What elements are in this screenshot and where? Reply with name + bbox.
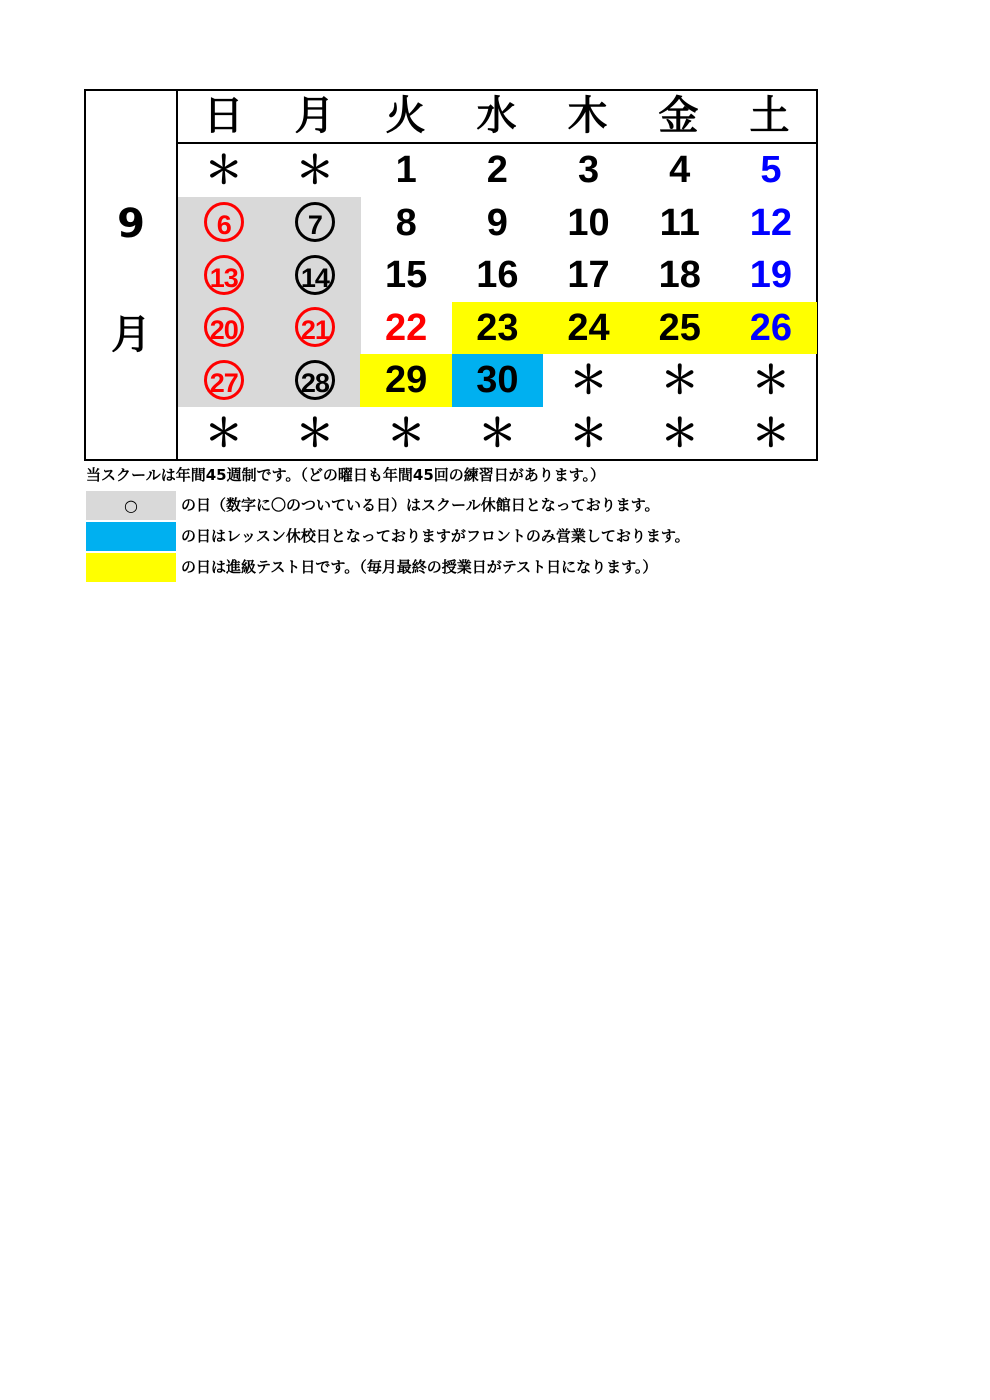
month-kanji: 月	[111, 312, 151, 358]
day-number: 25	[658, 306, 701, 349]
day-number: 11	[659, 201, 700, 244]
day-cell	[360, 144, 452, 197]
circled-day-number: 6	[204, 202, 244, 242]
day-number: 10	[567, 201, 610, 244]
month-label-column	[86, 91, 178, 459]
day-cell	[360, 354, 452, 407]
day-number: ＊	[569, 358, 608, 402]
day-cell	[269, 302, 361, 355]
legend-swatch-closed: ○	[86, 491, 176, 520]
day-cell	[634, 144, 726, 197]
day-number: ＊	[751, 358, 790, 402]
circled-day-number: 7	[295, 202, 335, 242]
weekday-fri: 金	[658, 93, 699, 139]
legend-swatch-test-day	[86, 553, 176, 582]
day-cell	[452, 197, 544, 250]
school-info-note: 当スクールは年間45週制です。（どの曜日も年間45回の練習日があります。）	[86, 466, 606, 484]
day-number: ＊	[295, 148, 334, 192]
circled-day-number: 13	[204, 255, 244, 295]
day-cell	[269, 249, 361, 302]
weekday-wed: 水	[476, 93, 517, 139]
day-number: ＊	[660, 410, 699, 455]
circled-day-number: 20	[204, 307, 244, 347]
day-number: 8	[395, 201, 417, 244]
day-number: 15	[385, 254, 428, 296]
day-cell	[725, 144, 817, 197]
empty-day-cell	[178, 407, 270, 460]
day-number: 16	[476, 254, 519, 296]
day-cell	[725, 249, 817, 302]
day-cell	[178, 302, 270, 355]
empty-day-cell	[543, 354, 635, 407]
day-number: 1	[395, 149, 417, 191]
circled-day-number: 21	[295, 307, 335, 347]
day-cell	[725, 197, 817, 250]
day-number: 12	[749, 201, 793, 244]
day-cell	[269, 197, 361, 250]
day-cell	[634, 302, 726, 355]
day-cell	[452, 302, 544, 355]
empty-day-cell	[634, 407, 726, 460]
day-number: 17	[567, 254, 610, 296]
day-number: ＊	[204, 410, 243, 455]
day-cell	[178, 197, 270, 250]
circled-day-number: 28	[295, 360, 335, 400]
empty-day-cell	[543, 407, 635, 460]
day-cell	[543, 302, 635, 355]
day-cell	[269, 354, 361, 407]
weekday-mon: 月	[294, 93, 335, 139]
day-number: 22	[385, 306, 428, 349]
circled-day-number: 27	[204, 360, 244, 400]
empty-day-cell	[178, 144, 270, 197]
legend-text-test-day: の日は進級テスト日です。（毎月最終の授業日がテスト日になります。）	[181, 558, 658, 576]
day-number: ＊	[660, 358, 699, 402]
day-number: 26	[749, 306, 793, 349]
day-cell	[360, 302, 452, 355]
day-cell	[725, 302, 817, 355]
empty-day-cell	[725, 354, 817, 407]
day-cell	[634, 249, 726, 302]
weekday-header-row	[178, 91, 816, 144]
day-number: 9	[486, 201, 508, 244]
day-cell	[543, 144, 635, 197]
day-cell	[360, 249, 452, 302]
day-cell	[452, 354, 544, 407]
empty-day-cell	[269, 144, 361, 197]
day-number: ＊	[295, 410, 334, 455]
weekday-thu: 木	[567, 93, 608, 139]
day-cell	[634, 197, 726, 250]
day-number: 4	[669, 149, 691, 191]
empty-day-cell	[634, 354, 726, 407]
month-number: 9	[117, 201, 145, 247]
weekday-tue: 火	[385, 93, 426, 139]
day-cell	[543, 197, 635, 250]
day-cell	[452, 249, 544, 302]
day-number: 5	[760, 149, 782, 191]
day-number: 18	[658, 254, 701, 296]
weekday-sun: 日	[203, 93, 244, 139]
day-number: 3	[577, 149, 600, 191]
day-number: ＊	[751, 410, 790, 455]
day-cell	[543, 249, 635, 302]
day-number: 30	[476, 359, 519, 401]
day-number: 2	[486, 149, 508, 191]
day-cell	[178, 354, 270, 407]
empty-day-cell	[269, 407, 361, 460]
day-number: 24	[567, 306, 610, 349]
circled-day-number: 14	[295, 255, 335, 295]
empty-day-cell	[452, 407, 544, 460]
day-cell	[178, 249, 270, 302]
day-number: 19	[749, 254, 793, 296]
empty-day-cell	[360, 407, 452, 460]
empty-day-cell	[725, 407, 817, 460]
legend-text-closed: の日（数字に〇のついている日）はスクール休館日となっております。	[181, 496, 660, 514]
day-cell	[360, 197, 452, 250]
day-number: 23	[476, 306, 519, 349]
day-number: ＊	[478, 410, 517, 455]
calendar-table	[84, 89, 818, 461]
legend-swatch-no-lesson	[86, 522, 176, 551]
day-number: ＊	[387, 410, 426, 455]
day-number: ＊	[569, 410, 608, 455]
day-number: 29	[385, 359, 428, 401]
weekday-sat: 土	[749, 93, 790, 139]
day-number: ＊	[204, 148, 243, 192]
day-cell	[452, 144, 544, 197]
legend-text-no-lesson: の日はレッスン休校日となっておりますがフロントのみ営業しております。	[181, 527, 690, 545]
